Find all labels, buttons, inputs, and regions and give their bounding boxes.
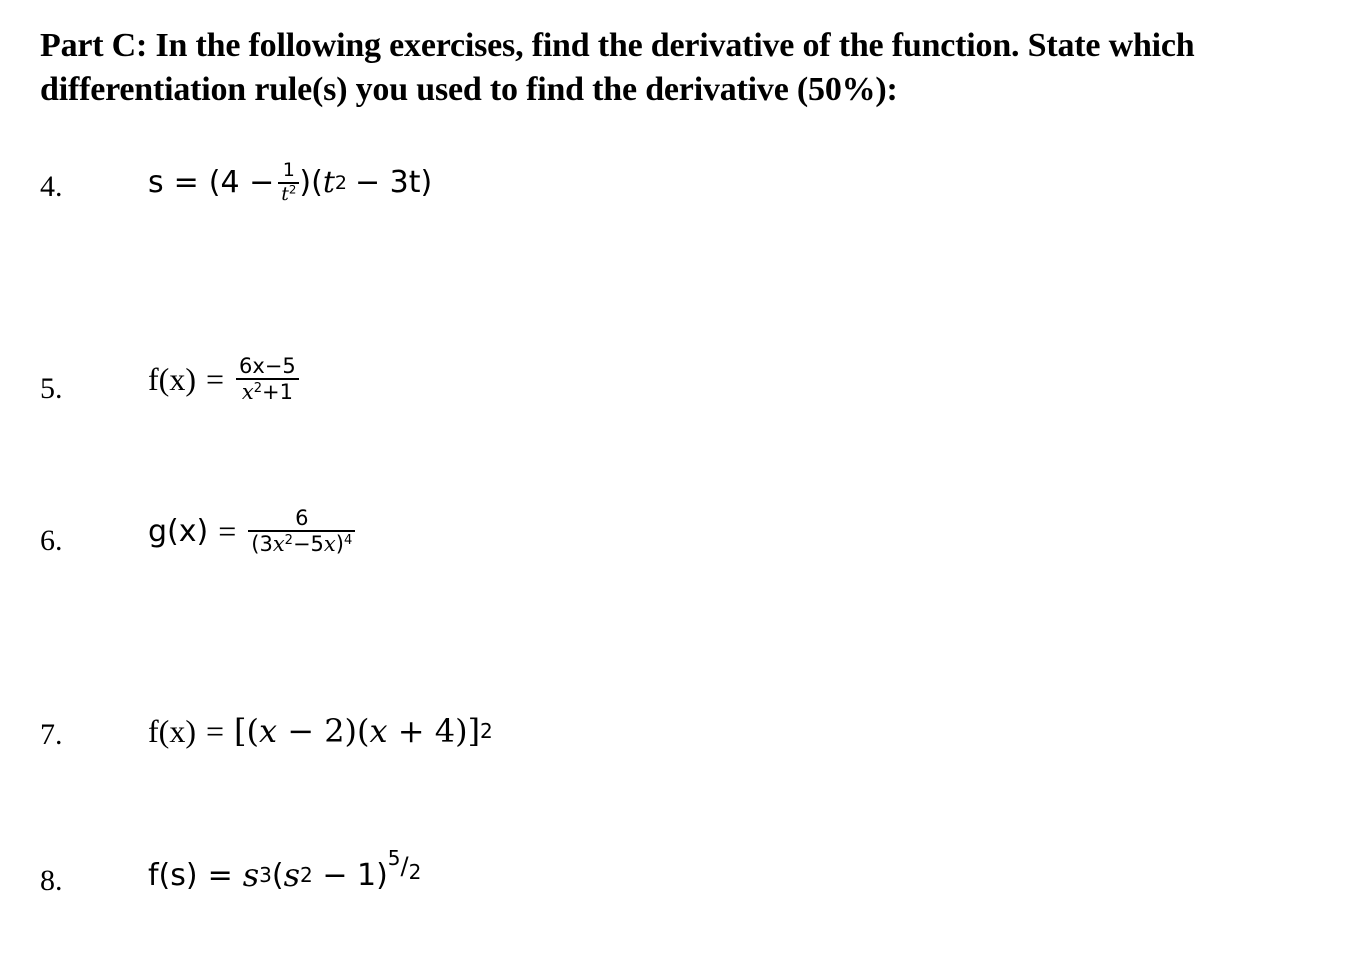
ex8-var-2: s <box>283 856 301 894</box>
ex7-mid-2: + 4)] <box>387 712 481 750</box>
exercise-5-number: 5. <box>40 372 63 405</box>
ex7-mid-1: − 2)( <box>277 712 370 750</box>
ex7-lhs: f(x) <box>148 712 196 749</box>
ex8-lhs: f(s) <box>148 857 198 893</box>
exercise-8-number: 8. <box>40 864 63 897</box>
ex4-frac-den: $t^2$ <box>281 182 297 205</box>
exercise-4-equation: s = (4 − $\frac{1}{t^2}$ ) ( t 2 − 3t) <box>148 159 433 205</box>
ex8-open: ( <box>271 857 284 893</box>
ex6-frac-num: 6 <box>295 506 309 530</box>
exercise-6-number: 6. <box>40 524 63 557</box>
ex4-p2-open: ( <box>311 165 323 201</box>
ex8-rest: − 1) <box>312 857 388 893</box>
ex5-frac-num: 6x−5 <box>239 354 296 378</box>
ex6-equals: = <box>218 512 237 549</box>
ex7-equals: = <box>205 712 225 749</box>
ex4-fraction <box>278 160 299 206</box>
ex8-var-1: s <box>242 856 260 894</box>
ex4-p2-rest: − 3t) <box>354 165 433 201</box>
heading-line-1: Part C: In the following exercises, find the derivative of the function. State which <box>40 27 1195 64</box>
ex6-frac-den: $(3x^2-5x)^4$ <box>251 532 353 557</box>
heading-line-2: differentiation rule(s) you used to find the derivative (50%): <box>40 71 898 108</box>
section-heading <box>40 24 1320 112</box>
ex4-open: (4 − <box>208 165 275 201</box>
ex6-lhs: g(x) <box>148 513 209 549</box>
exercise-6-equation <box>148 506 357 556</box>
exercise-5-equation <box>148 354 301 404</box>
ex5-equals: = <box>205 360 225 397</box>
ex5-fraction <box>236 354 299 404</box>
ex4-frac-num: 1 <box>282 159 295 181</box>
ex5-lhs: f(x) <box>148 360 196 397</box>
ex7-var-1: x <box>258 712 278 750</box>
ex4-lhs: s <box>148 165 164 201</box>
ex4-equals: = <box>173 165 199 201</box>
exercise-8-equation: f(s) = s 3 ( s 2 − 1) 5 / 2 <box>148 846 422 894</box>
exercise-4-number: 4. <box>40 170 63 203</box>
ex4-p2-var: t <box>322 165 335 201</box>
ex6-fraction <box>248 506 355 556</box>
ex7-rhs-open: [( <box>234 712 259 750</box>
ex7-var-2: x <box>369 712 388 750</box>
ex5-frac-den: $x^2+1$ <box>241 380 293 405</box>
exercise-7-equation: f(x) = [( x − 2)( x + 4)] 2 <box>148 712 493 750</box>
ex8-equals: = <box>207 857 233 893</box>
exercise-7-number: 7. <box>40 718 63 751</box>
ex8-exp-3: 5 / 2 <box>387 846 422 884</box>
ex4-close: ) <box>299 165 312 201</box>
